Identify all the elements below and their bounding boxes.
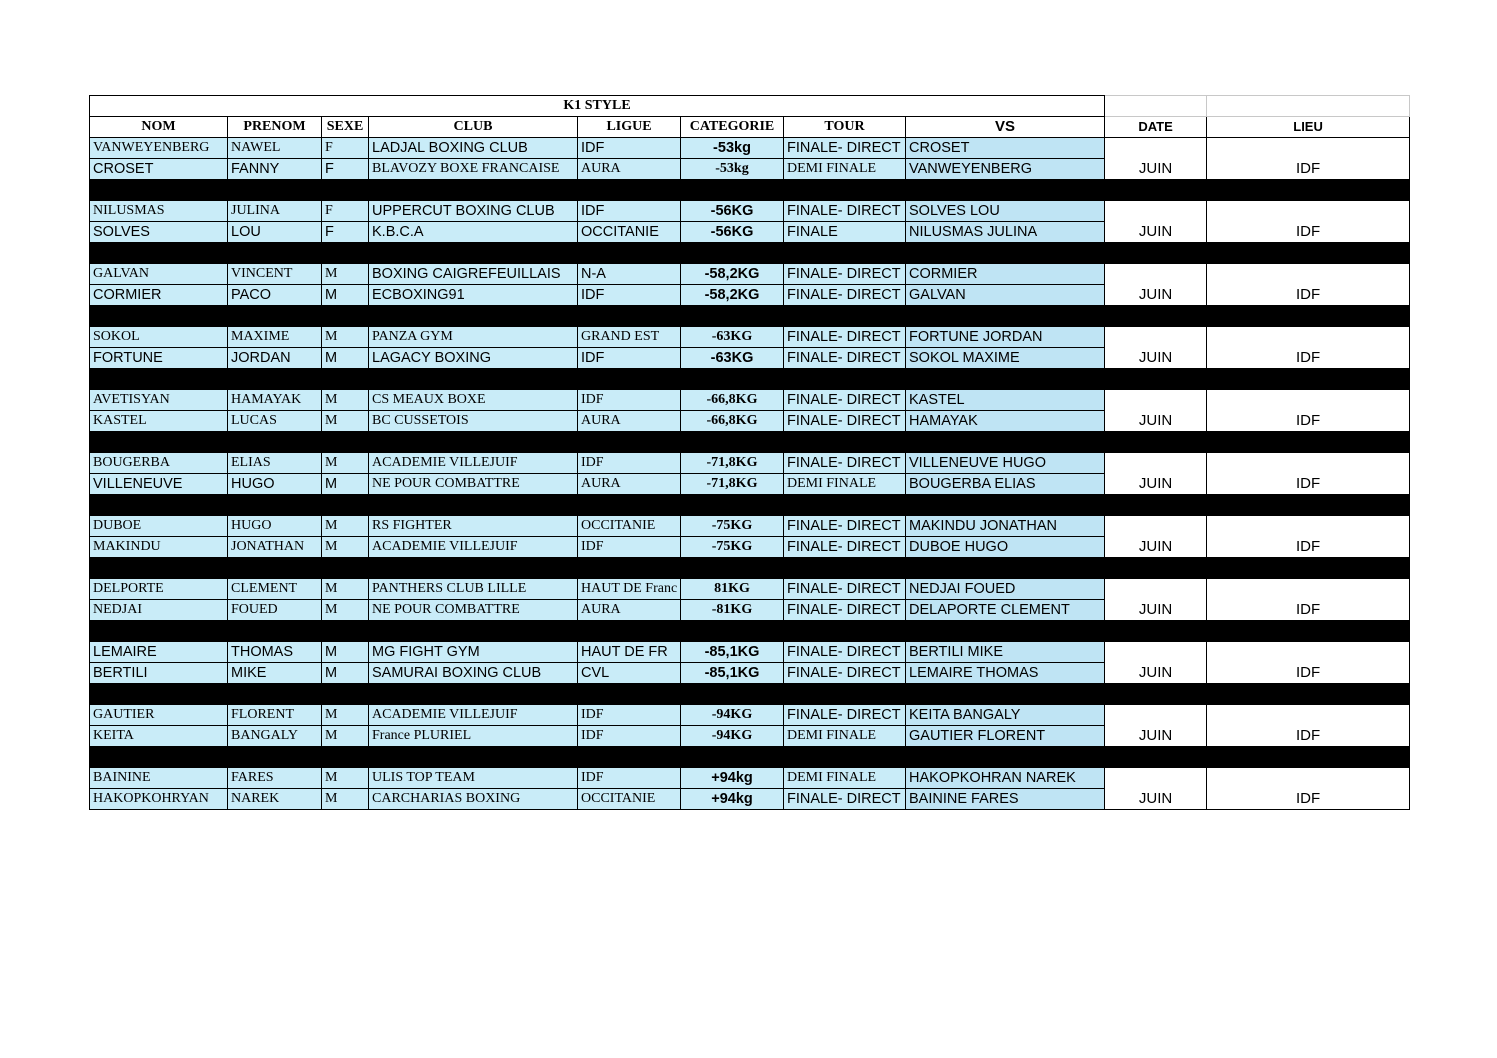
table-row — [90, 768, 1410, 789]
cell-tour: DEMI FINALE — [784, 159, 906, 180]
cell-date: JUIN — [1105, 705, 1207, 747]
cell-prenom: HUGO — [228, 516, 322, 537]
separator-bar — [90, 684, 1410, 705]
cell-lieu: IDF — [1207, 453, 1410, 495]
separator-row — [90, 306, 1410, 327]
table-row — [90, 390, 1410, 411]
cell-date: JUIN — [1105, 201, 1207, 243]
cell-ligue: AURA — [578, 474, 681, 495]
cell-prenom: PACO — [228, 285, 322, 306]
cell-categorie: -75KG — [681, 537, 784, 558]
cell-prenom: NAWEL — [228, 138, 322, 159]
cell-vs: VILLENEUVE HUGO — [906, 453, 1105, 474]
cell-nom: CORMIER — [90, 285, 228, 306]
cell-vs: GAUTIER FLORENT — [906, 726, 1105, 747]
cell-date: JUIN — [1105, 138, 1207, 180]
cell-nom: BOUGERBA — [90, 453, 228, 474]
cell-prenom: JULINA — [228, 201, 322, 222]
cell-club: UPPERCUT BOXING CLUB — [369, 201, 578, 222]
cell-ligue: N-A — [578, 264, 681, 285]
cell-tour: DEMI FINALE — [784, 474, 906, 495]
cell-tour: FINALE- DIRECT — [784, 201, 906, 222]
cell-club: PANTHERS CLUB LILLE — [369, 579, 578, 600]
cell-club: SAMURAI BOXING CLUB — [369, 663, 578, 684]
cell-lieu: IDF — [1207, 705, 1410, 747]
cell-tour: FINALE- DIRECT — [784, 642, 906, 663]
cell-vs: DELAPORTE CLEMENT — [906, 600, 1105, 621]
table-row — [90, 516, 1410, 537]
fight-card-table — [89, 95, 1410, 810]
title-row — [90, 96, 1410, 117]
cell-date: JUIN — [1105, 327, 1207, 369]
cell-ligue: IDF — [578, 201, 681, 222]
cell-vs: SOLVES LOU — [906, 201, 1105, 222]
table-row — [90, 138, 1410, 159]
separator-row — [90, 432, 1410, 453]
cell-ligue: OCCITANIE — [578, 789, 681, 810]
separator-bar — [90, 621, 1410, 642]
cell-vs: MAKINDU JONATHAN — [906, 516, 1105, 537]
header-prenom: PRENOM — [228, 117, 322, 138]
cell-sexe: M — [322, 600, 369, 621]
cell-categorie: -63KG — [681, 348, 784, 369]
blank-cell — [1105, 96, 1207, 117]
cell-categorie: -53kg — [681, 138, 784, 159]
cell-sexe: M — [322, 768, 369, 789]
separator-row — [90, 558, 1410, 579]
separator-bar — [90, 306, 1410, 327]
header-row — [90, 117, 1410, 138]
cell-prenom: HUGO — [228, 474, 322, 495]
separator-bar — [90, 369, 1410, 390]
cell-sexe: M — [322, 411, 369, 432]
cell-vs: CORMIER — [906, 264, 1105, 285]
separator-row — [90, 369, 1410, 390]
cell-vs: NILUSMAS JULINA — [906, 222, 1105, 243]
cell-prenom: CLEMENT — [228, 579, 322, 600]
cell-vs: BAININE FARES — [906, 789, 1105, 810]
cell-date: JUIN — [1105, 516, 1207, 558]
cell-lieu: IDF — [1207, 138, 1410, 180]
cell-nom: LEMAIRE — [90, 642, 228, 663]
cell-ligue: IDF — [578, 537, 681, 558]
cell-sexe: M — [322, 537, 369, 558]
cell-sexe: M — [322, 705, 369, 726]
cell-prenom: ELIAS — [228, 453, 322, 474]
cell-vs: CROSET — [906, 138, 1105, 159]
cell-prenom: BANGALY — [228, 726, 322, 747]
cell-tour: DEMI FINALE — [784, 768, 906, 789]
cell-tour: FINALE- DIRECT — [784, 789, 906, 810]
cell-club: NE POUR COMBATTRE — [369, 600, 578, 621]
table-row — [90, 705, 1410, 726]
cell-club: BC CUSSETOIS — [369, 411, 578, 432]
cell-categorie: +94kg — [681, 789, 784, 810]
cell-categorie: -71,8KG — [681, 474, 784, 495]
cell-prenom: THOMAS — [228, 642, 322, 663]
header-vs: VS — [906, 117, 1105, 138]
cell-vs: DUBOE HUGO — [906, 537, 1105, 558]
cell-vs: KASTEL — [906, 390, 1105, 411]
cell-ligue: GRAND EST — [578, 327, 681, 348]
cell-nom: GALVAN — [90, 264, 228, 285]
cell-vs: HAMAYAK — [906, 411, 1105, 432]
separator-row — [90, 621, 1410, 642]
cell-club: ACADEMIE VILLEJUIF — [369, 453, 578, 474]
separator-row — [90, 495, 1410, 516]
cell-tour: FINALE- DIRECT — [784, 453, 906, 474]
cell-categorie: -58,2KG — [681, 285, 784, 306]
cell-nom: DELPORTE — [90, 579, 228, 600]
cell-tour: FINALE- DIRECT — [784, 327, 906, 348]
cell-tour: FINALE- DIRECT — [784, 600, 906, 621]
cell-vs: NEDJAI FOUED — [906, 579, 1105, 600]
cell-date: JUIN — [1105, 264, 1207, 306]
header-club: CLUB — [369, 117, 578, 138]
cell-club: ACADEMIE VILLEJUIF — [369, 705, 578, 726]
cell-sexe: M — [322, 474, 369, 495]
cell-prenom: NAREK — [228, 789, 322, 810]
cell-ligue: IDF — [578, 726, 681, 747]
header-lieu: LIEU — [1207, 117, 1410, 138]
cell-vs: HAKOPKOHRAN NAREK — [906, 768, 1105, 789]
cell-nom: NEDJAI — [90, 600, 228, 621]
cell-club: CARCHARIAS BOXING — [369, 789, 578, 810]
cell-tour: DEMI FINALE — [784, 726, 906, 747]
cell-sexe: F — [322, 222, 369, 243]
cell-categorie: -56KG — [681, 201, 784, 222]
cell-sexe: M — [322, 348, 369, 369]
cell-nom: VILLENEUVE — [90, 474, 228, 495]
cell-ligue: CVL — [578, 663, 681, 684]
cell-club: PANZA GYM — [369, 327, 578, 348]
sheet-title: K1 STYLE — [90, 96, 1105, 117]
cell-categorie: -75KG — [681, 516, 784, 537]
cell-club: ECBOXING91 — [369, 285, 578, 306]
cell-vs: LEMAIRE THOMAS — [906, 663, 1105, 684]
cell-club: CS MEAUX BOXE — [369, 390, 578, 411]
cell-tour: FINALE- DIRECT — [784, 516, 906, 537]
cell-vs: BERTILI MIKE — [906, 642, 1105, 663]
cell-prenom: FANNY — [228, 159, 322, 180]
cell-prenom: HAMAYAK — [228, 390, 322, 411]
cell-nom: BERTILI — [90, 663, 228, 684]
cell-vs: VANWEYENBERG — [906, 159, 1105, 180]
cell-club: ACADEMIE VILLEJUIF — [369, 537, 578, 558]
header-nom: NOM — [90, 117, 228, 138]
cell-lieu: IDF — [1207, 579, 1410, 621]
cell-tour: FINALE- DIRECT — [784, 705, 906, 726]
cell-ligue: IDF — [578, 768, 681, 789]
cell-ligue: HAUT DE Franc — [578, 579, 681, 600]
cell-date: JUIN — [1105, 642, 1207, 684]
cell-date: JUIN — [1105, 453, 1207, 495]
cell-club: K.B.C.A — [369, 222, 578, 243]
cell-nom: SOKOL — [90, 327, 228, 348]
cell-ligue: IDF — [578, 390, 681, 411]
cell-nom: SOLVES — [90, 222, 228, 243]
cell-lieu: IDF — [1207, 201, 1410, 243]
cell-lieu: IDF — [1207, 390, 1410, 432]
cell-sexe: F — [322, 159, 369, 180]
cell-club: RS FIGHTER — [369, 516, 578, 537]
cell-tour: FINALE- DIRECT — [784, 579, 906, 600]
cell-tour: FINALE- DIRECT — [784, 285, 906, 306]
separator-row — [90, 684, 1410, 705]
cell-ligue: IDF — [578, 138, 681, 159]
cell-nom: MAKINDU — [90, 537, 228, 558]
cell-ligue: IDF — [578, 453, 681, 474]
cell-nom: VANWEYENBERG — [90, 138, 228, 159]
cell-ligue: IDF — [578, 285, 681, 306]
cell-prenom: FLORENT — [228, 705, 322, 726]
cell-lieu: IDF — [1207, 264, 1410, 306]
cell-club: MG FIGHT GYM — [369, 642, 578, 663]
cell-sexe: F — [322, 138, 369, 159]
cell-date: JUIN — [1105, 390, 1207, 432]
cell-categorie: -66,8KG — [681, 411, 784, 432]
cell-sexe: M — [322, 264, 369, 285]
cell-categorie: -71,8KG — [681, 453, 784, 474]
cell-nom: FORTUNE — [90, 348, 228, 369]
table-row — [90, 453, 1410, 474]
cell-nom: HAKOPKOHRYAN — [90, 789, 228, 810]
cell-categorie: -56KG — [681, 222, 784, 243]
cell-prenom: FARES — [228, 768, 322, 789]
cell-sexe: M — [322, 285, 369, 306]
cell-club: BOXING CAIGREFEUILLAIS — [369, 264, 578, 285]
cell-lieu: IDF — [1207, 327, 1410, 369]
cell-nom: NILUSMAS — [90, 201, 228, 222]
cell-club: ULIS TOP TEAM — [369, 768, 578, 789]
cell-sexe: M — [322, 579, 369, 600]
cell-sexe: M — [322, 390, 369, 411]
cell-prenom: LOU — [228, 222, 322, 243]
cell-tour: FINALE — [784, 222, 906, 243]
cell-categorie: -63KG — [681, 327, 784, 348]
separator-bar — [90, 243, 1410, 264]
table-row — [90, 327, 1410, 348]
cell-nom: DUBOE — [90, 516, 228, 537]
cell-ligue: IDF — [578, 705, 681, 726]
cell-nom: KEITA — [90, 726, 228, 747]
cell-nom: AVETISYAN — [90, 390, 228, 411]
cell-date: JUIN — [1105, 768, 1207, 810]
cell-sexe: F — [322, 201, 369, 222]
cell-categorie: -53kg — [681, 159, 784, 180]
separator-bar — [90, 558, 1410, 579]
cell-categorie: -81KG — [681, 600, 784, 621]
separator-bar — [90, 180, 1410, 201]
cell-ligue: HAUT DE FR — [578, 642, 681, 663]
separator-bar — [90, 747, 1410, 768]
cell-prenom: MAXIME — [228, 327, 322, 348]
cell-ligue: AURA — [578, 411, 681, 432]
cell-ligue: IDF — [578, 348, 681, 369]
cell-tour: FINALE- DIRECT — [784, 663, 906, 684]
cell-ligue: AURA — [578, 159, 681, 180]
cell-nom: BAININE — [90, 768, 228, 789]
separator-row — [90, 180, 1410, 201]
cell-sexe: M — [322, 789, 369, 810]
header-categorie: CATEGORIE — [681, 117, 784, 138]
table-row — [90, 579, 1410, 600]
cell-nom: KASTEL — [90, 411, 228, 432]
separator-bar — [90, 495, 1410, 516]
table-row — [90, 201, 1410, 222]
cell-vs: KEITA BANGALY — [906, 705, 1105, 726]
cell-prenom: MIKE — [228, 663, 322, 684]
cell-prenom: JONATHAN — [228, 537, 322, 558]
cell-lieu: IDF — [1207, 768, 1410, 810]
cell-club: France PLURIEL — [369, 726, 578, 747]
separator-row — [90, 747, 1410, 768]
header-tour: TOUR — [784, 117, 906, 138]
table-row — [90, 642, 1410, 663]
header-sexe: SEXE — [322, 117, 369, 138]
cell-lieu: IDF — [1207, 642, 1410, 684]
cell-sexe: M — [322, 327, 369, 348]
cell-prenom: JORDAN — [228, 348, 322, 369]
cell-categorie: +94kg — [681, 768, 784, 789]
cell-ligue: OCCITANIE — [578, 222, 681, 243]
cell-vs: BOUGERBA ELIAS — [906, 474, 1105, 495]
header-date: DATE — [1105, 117, 1207, 138]
cell-club: LAGACY BOXING — [369, 348, 578, 369]
cell-nom: GAUTIER — [90, 705, 228, 726]
cell-categorie: 81KG — [681, 579, 784, 600]
cell-sexe: M — [322, 642, 369, 663]
cell-prenom: FOUED — [228, 600, 322, 621]
cell-tour: FINALE- DIRECT — [784, 264, 906, 285]
cell-sexe: M — [322, 453, 369, 474]
cell-vs: GALVAN — [906, 285, 1105, 306]
cell-categorie: -94KG — [681, 726, 784, 747]
cell-categorie: -94KG — [681, 705, 784, 726]
cell-ligue: AURA — [578, 600, 681, 621]
cell-tour: FINALE- DIRECT — [784, 537, 906, 558]
cell-categorie: -85,1KG — [681, 642, 784, 663]
cell-prenom: LUCAS — [228, 411, 322, 432]
cell-vs: FORTUNE JORDAN — [906, 327, 1105, 348]
cell-date: JUIN — [1105, 579, 1207, 621]
cell-categorie: -58,2KG — [681, 264, 784, 285]
cell-prenom: VINCENT — [228, 264, 322, 285]
cell-nom: CROSET — [90, 159, 228, 180]
cell-club: LADJAL BOXING CLUB — [369, 138, 578, 159]
cell-tour: FINALE- DIRECT — [784, 411, 906, 432]
blank-cell — [1207, 96, 1410, 117]
cell-sexe: M — [322, 663, 369, 684]
cell-ligue: OCCITANIE — [578, 516, 681, 537]
cell-tour: FINALE- DIRECT — [784, 348, 906, 369]
cell-categorie: -85,1KG — [681, 663, 784, 684]
cell-club: NE POUR COMBATTRE — [369, 474, 578, 495]
separator-bar — [90, 432, 1410, 453]
separator-row — [90, 243, 1410, 264]
cell-vs: SOKOL MAXIME — [906, 348, 1105, 369]
cell-categorie: -66,8KG — [681, 390, 784, 411]
cell-sexe: M — [322, 516, 369, 537]
cell-tour: FINALE- DIRECT — [784, 390, 906, 411]
cell-tour: FINALE- DIRECT — [784, 138, 906, 159]
cell-lieu: IDF — [1207, 516, 1410, 558]
table-row — [90, 264, 1410, 285]
cell-sexe: M — [322, 726, 369, 747]
header-ligue: LIGUE — [578, 117, 681, 138]
cell-club: BLAVOZY BOXE FRANCAISE — [369, 159, 578, 180]
